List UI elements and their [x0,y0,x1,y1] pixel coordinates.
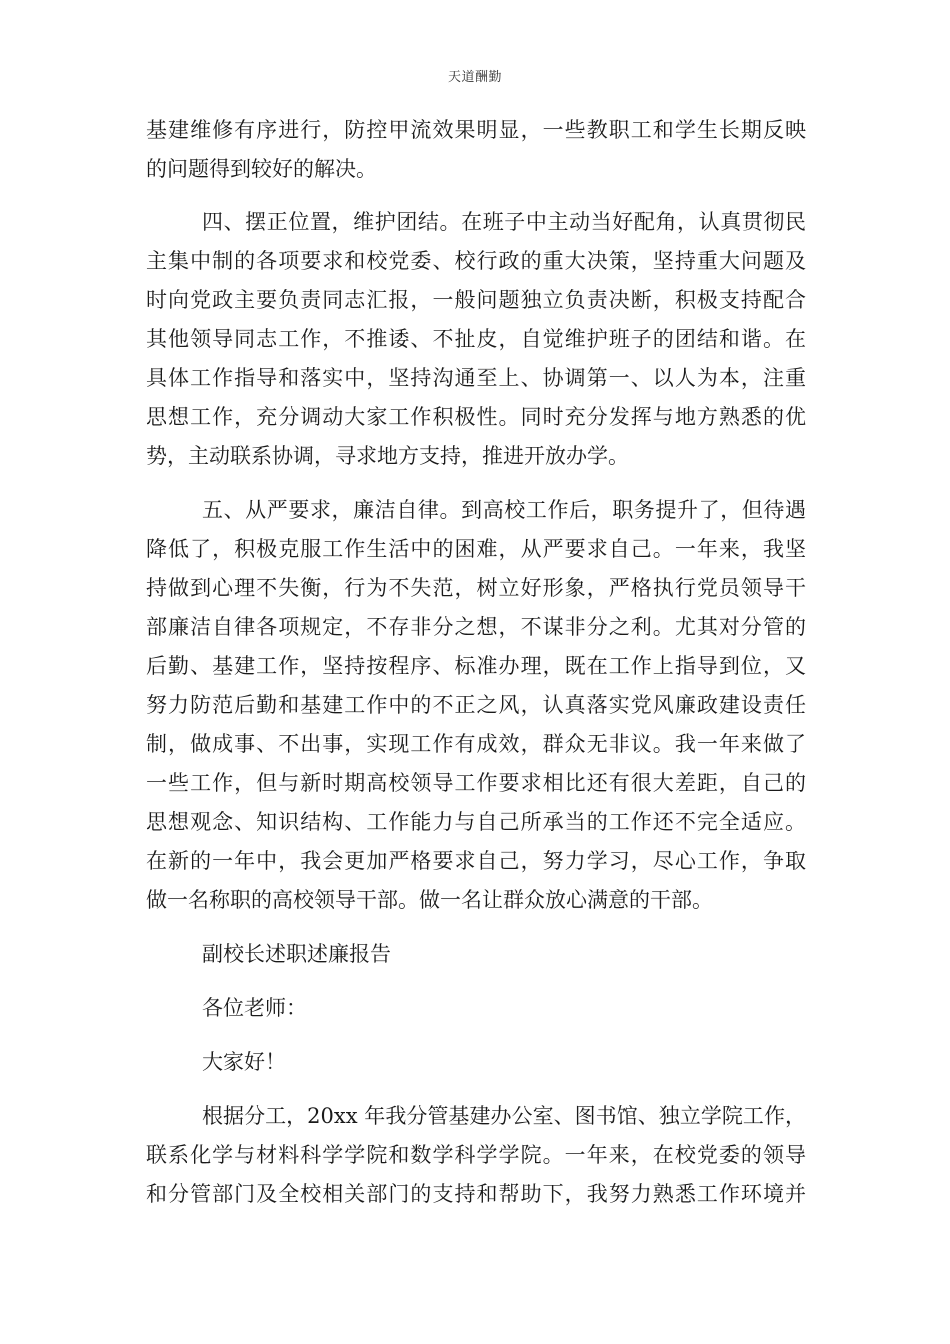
text-line: 其他领导同志工作，不推诿、不扯皮，自觉维护班子的团结和谐。在 [146,327,806,351]
text-line: 努力防范后勤和基建工作中的不正之风，认真落实党风廉政建设责任 [146,693,806,717]
text-line: 思想工作，充分调动大家工作积极性。同时充分发挥与地方熟悉的优 [146,405,806,429]
text-line: 根据分工，20xx 年我分管基建办公室、图书馆、独立学院工作， [202,1104,806,1128]
text-line: 具体工作指导和落实中，坚持沟通至上、协调第一、以人为本，注重 [146,366,806,390]
text-line: 做一名称职的高校领导干部。做一名让群众放心满意的干部。 [146,888,713,912]
text-line: 降低了，积极克服工作生活中的困难，从严要求自己。一年来，我坚 [146,537,806,561]
text-line: 联系化学与材料科学学院和数学科学学院。一年来，在校党委的领导 [146,1143,806,1167]
greeting: 大家好！ [202,1050,286,1074]
text-line: 部廉洁自律各项规定，不存非分之想，不谋非分之利。尤其对分管的 [146,615,806,639]
section-title: 副校长述职述廉报告 [202,942,391,966]
text-line: 时向党政主要负责同志汇报，一般问题独立负责决断，积极支持配合 [146,288,806,312]
text-line: 思想观念、知识结构、工作能力与自己所承当的工作还不完全适应。 [146,810,806,834]
salutation: 各位老师： [202,996,307,1020]
text-line: 五、从严要求，廉洁自律。到高校工作后，职务提升了，但待遇 [202,498,806,522]
text-line: 主集中制的各项要求和校党委、校行政的重大决策，坚持重大问题及 [146,249,806,273]
text-line: 制，做成事、不出事，实现工作有成效，群众无非议。我一年来做了 [146,732,806,756]
text-line: 和分管部门及全校相关部门的支持和帮助下，我努力熟悉工作环境并 [146,1182,806,1206]
page-header: 天道酬勤 [447,70,502,85]
text-line: 四、摆正位置，维护团结。在班子中主动当好配角，认真贯彻民 [202,210,806,234]
text-line: 在新的一年中，我会更加严格要求自己，努力学习，尽心工作，争取 [146,849,806,873]
text-line: 基建维修有序进行，防控甲流效果明显，一些教职工和学生长期反映 [146,118,806,142]
text-line: 一些工作，但与新时期高校领导工作要求相比还有很大差距，自己的 [146,771,806,795]
text-line: 持做到心理不失衡，行为不失范，树立好形象，严格执行党员领导干 [146,576,806,600]
text-line: 势，主动联系协调，寻求地方支持，推进开放办学。 [146,444,629,468]
text-line: 的问题得到较好的解决。 [146,157,377,181]
text-line: 后勤、基建工作，坚持按程序、标准办理，既在工作上指导到位，又 [146,654,806,678]
